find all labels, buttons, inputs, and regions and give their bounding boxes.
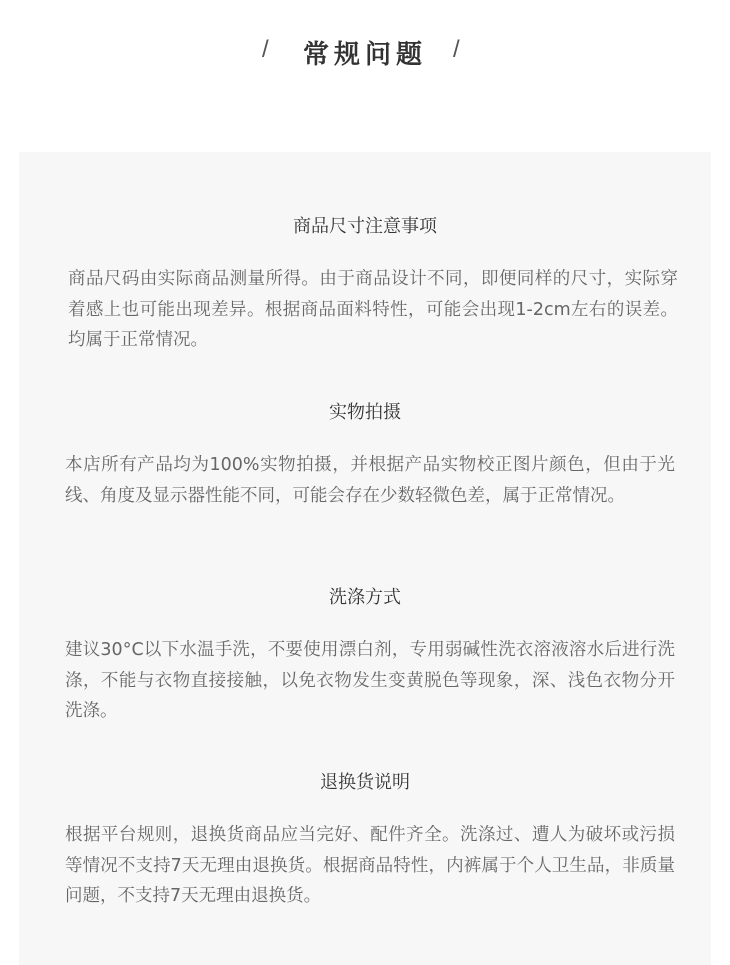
- faq-panel: [19, 152, 711, 965]
- section-body: 根据平台规则，退换货商品应当完好、配件齐全。洗涤过、遭人为破坏或污损等情况不支持7天无理由退换货。根据商品特性，内裤属于个人卫生品，非质量问题，不支持7天无理由退换货。: [65, 825, 675, 906]
- page-header: [0, 34, 730, 74]
- page-title: 常规问题: [302, 40, 427, 70]
- section-body: 本店所有产品均为100%实物拍摄，并根据产品实物校正图片颜色，但由于光线、角度及显示器性能不同，可能会存在少数轻微色差，属于正常情况。: [65, 455, 675, 506]
- section-title: 商品尺寸注意事项: [293, 216, 437, 237]
- section-title: 洗涤方式: [329, 587, 401, 608]
- title-slash-right: /: [453, 36, 460, 63]
- section-title: 退换货说明: [320, 772, 410, 793]
- section-title: 实物拍摄: [329, 402, 401, 423]
- section-body: 商品尺码由实际商品测量所得。由于商品设计不同，即便同样的尺寸，实际穿着感上也可能出现差异。根据商品面料特性，可能会出现1-2cm左右的误差。均属于正常情况。: [68, 269, 678, 350]
- section-body: 建议30°C以下水温手洗，不要使用漂白剂，专用弱碱性洗衣溶液溶水后进行洗涤，不能与衣物直接接触，以免衣物发生变黄脱色等现象，深、浅色衣物分开洗涤。: [65, 640, 675, 721]
- title-slash-left: /: [262, 36, 269, 63]
